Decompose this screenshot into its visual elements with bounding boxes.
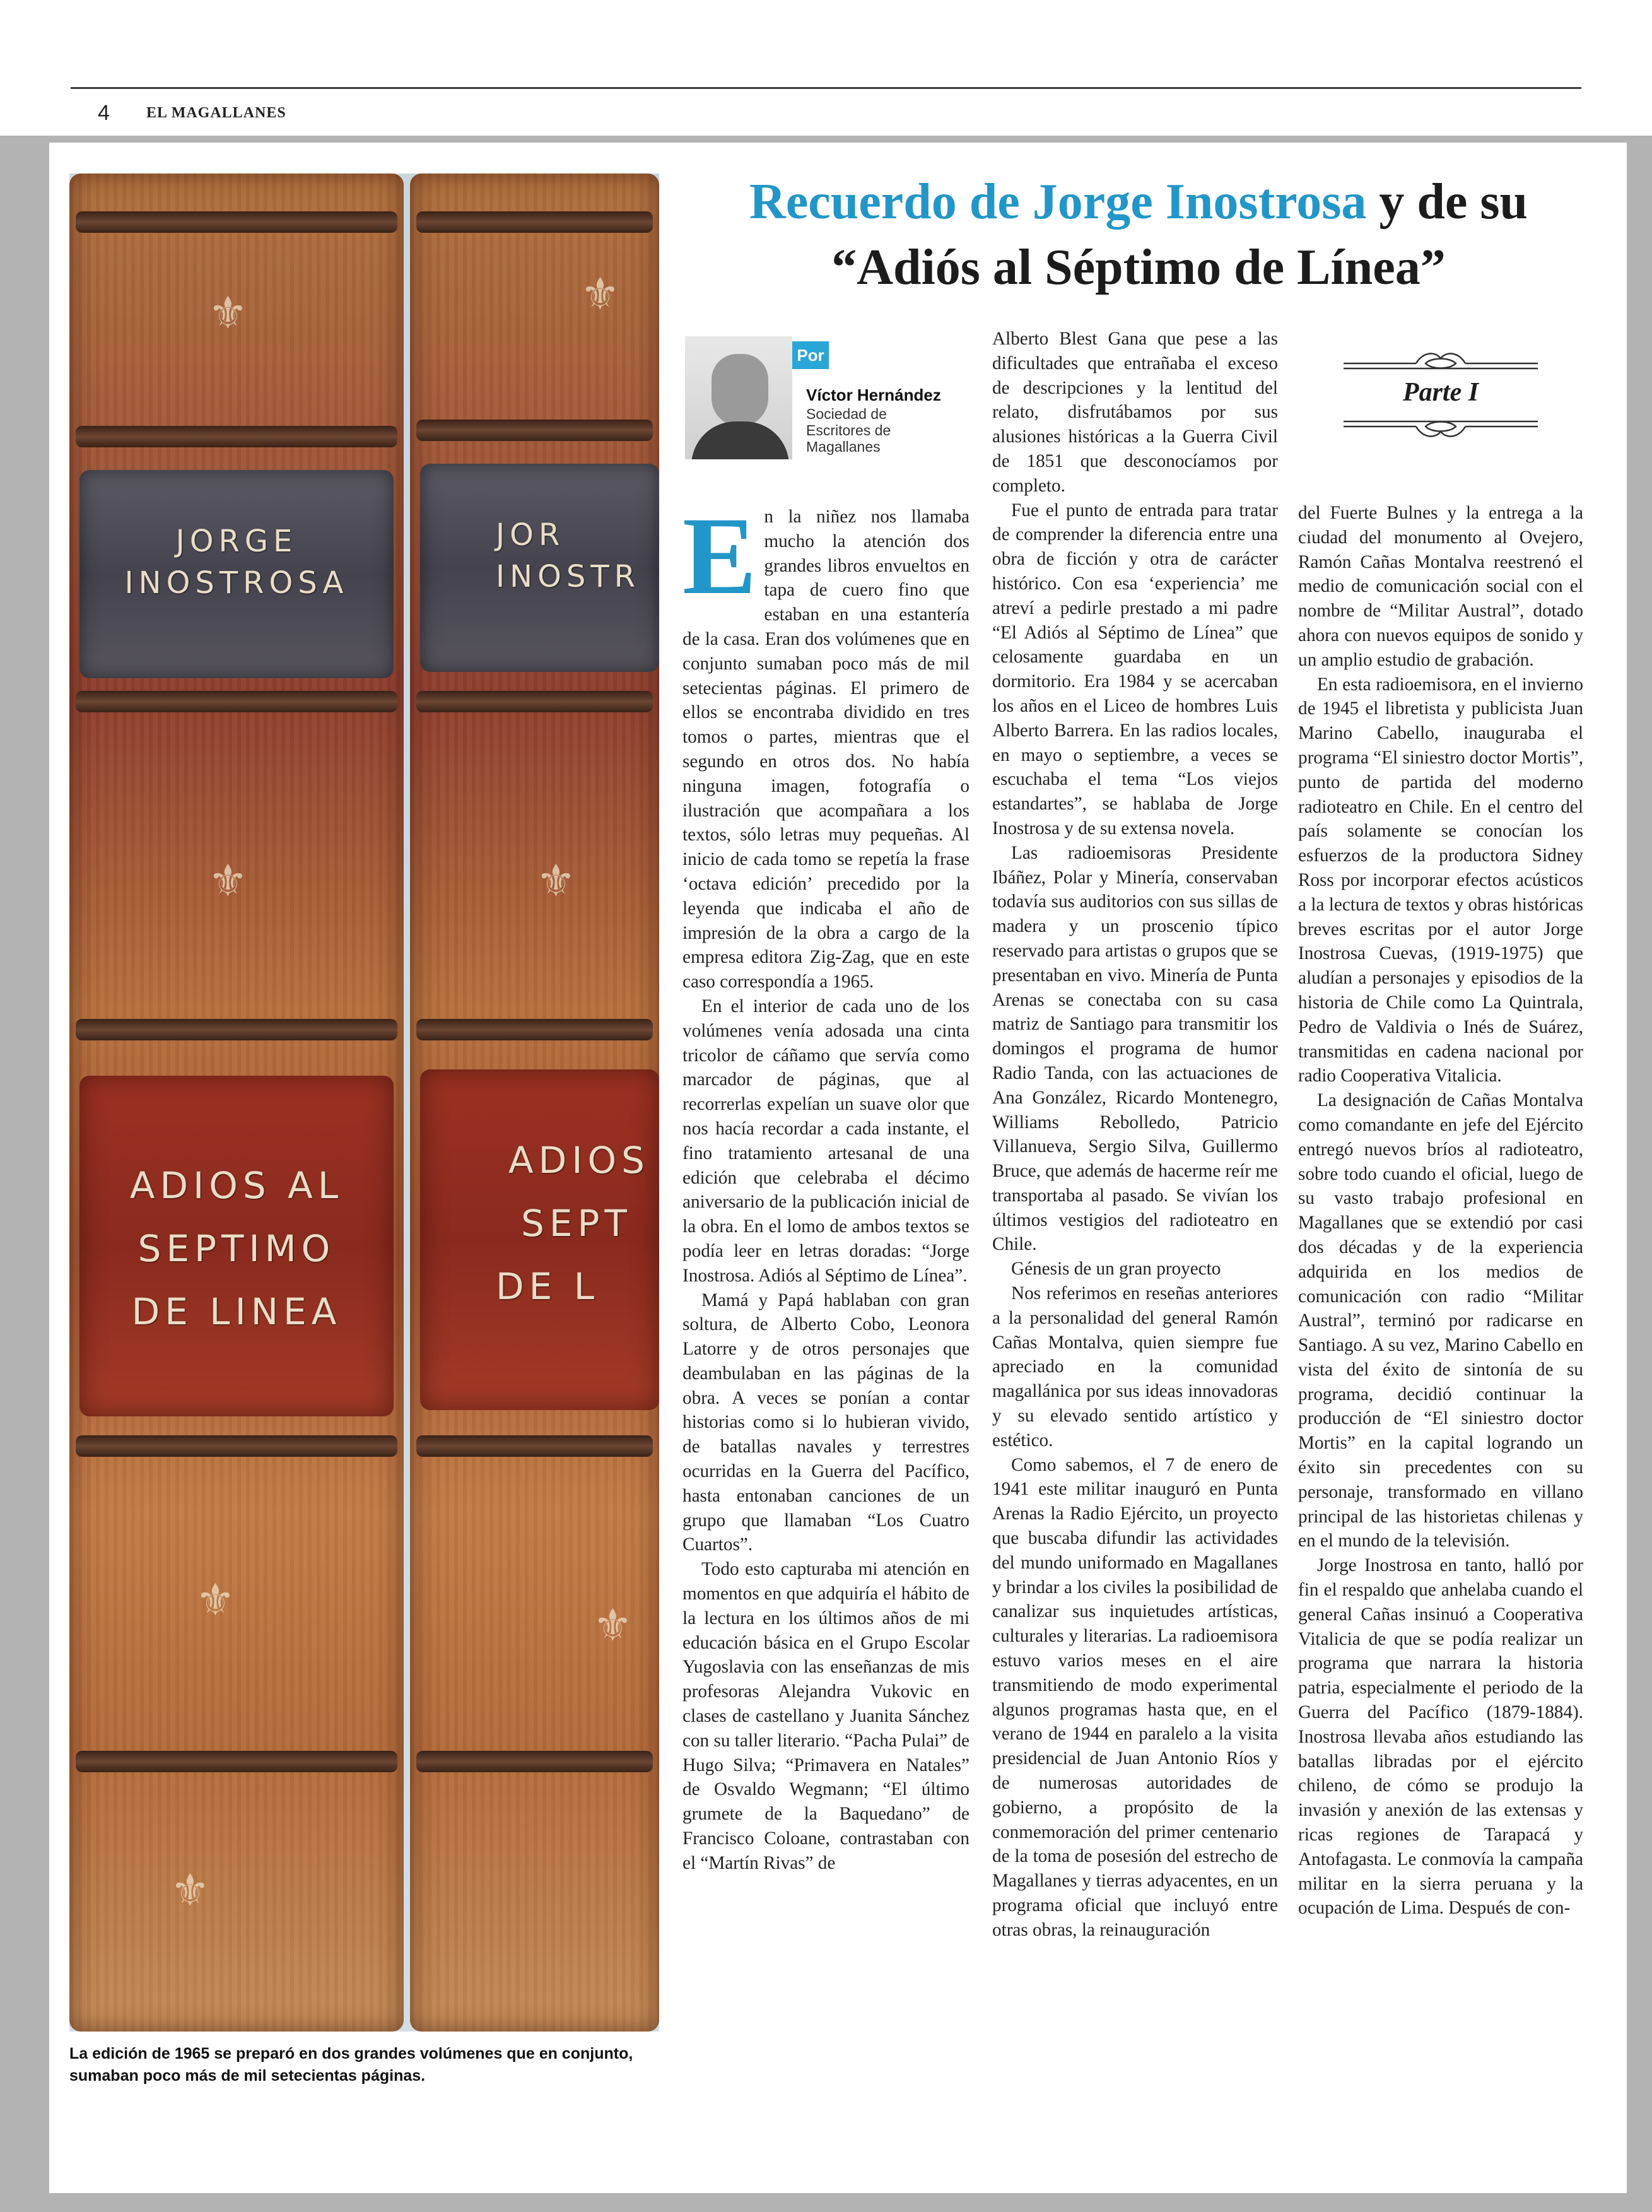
author-head: [712, 354, 768, 427]
paragraph: Alberto Blest Gana que pese a las dificultades que entrañaba el exceso de descripciones y la lentitud del relato, disfrutábamos por sus alusiones históricas a la Guerra Civil de 1851 que desconocíamos por completo.: [992, 329, 1278, 496]
right-margin: [1627, 136, 1652, 2212]
por-badge: Por: [792, 341, 829, 369]
series-ornament: [1331, 333, 1550, 459]
paragraph: del Fuerte Bulnes y la entrega a la ciudad del monumento al Ovejero, Ramón Cañas Montalva reestrenó el medio de comunicación social con el nombre de “Militar Austral”, dotado ahora con nuevos equipos de sonido y un amplio estudio de grabación.: [1298, 503, 1583, 670]
headline: [675, 169, 1602, 300]
spine-band: [416, 211, 653, 233]
paragraph: Jorge Inostrosa en tanto, halló por fin el respaldo que anhelaba cuando el general Cañas insinuó a Cooperativa Vitalicia de que se podía realizar un programa que narrara la historia patria, especialmente el periodo de la Guerra del Pacífico (1879-1884). Inostrosa llevaba años estudiando las batallas libradas por el ejército chileno, de cómo se produjo la invasión y anexión de las extensas y ricas regiones de Tarapacá y Antofagasta. Le conmovía la campaña militar en la sierra peruana y la ocupación de Lima. Después de con-: [1298, 1555, 1583, 1919]
article-column-1: [682, 495, 970, 1876]
drop-cap: E: [682, 495, 757, 618]
header-rule: [71, 87, 1581, 89]
paragraph: Las radioemisoras Presidente Ibáñez, Polar y Minería, conservaban todavía sus auditorios con sus sillas de madera y un proscenio típico reservado para artistas o grupos que se presentaban en vivo. Minería de Punta Arenas se conectaba con su casa matriz de Santiago para transmitir los domingos el programa de humor Radio Tanda, con las actuaciones de Ana González, Ricardo Montenegro, Williams Rebolledo, Patricio Villanueva, Sergio Silva, Guillermo Bruce, que además de hacerme reír me transportaba al pasado. Se vivían los últimos vestigios del radioteatro en Chile.: [992, 842, 1278, 1255]
spine-title-line: SEPTIMO: [138, 1227, 336, 1270]
author-body: [691, 421, 789, 459]
spine-author-label: [420, 464, 659, 672]
paragraph-text: n la niñez nos llamaba mucho la atención dos grandes libros envueltos en tapa de cuero fino que estaban en una estantería de la casa. Eran dos volúmenes que en conjunto sumaban poco más de mil setecientas páginas. El primero de ellos se encontraba dividido en tres tomos o partes, mientras que el segundo en otros dos. No había ninguna imagen, fotografía o ilustración que acompañara a los textos, sólo letras muy pequeñas. Al inicio de cada tomo se repetía la frase ‘octava edición’ precedido por la leyenda que indicaba el año de impresión de la obra a cargo de la empresa editora Zig-Zag, que en este caso correspondía a 1965.: [682, 507, 970, 992]
article-column-2: [992, 327, 1278, 1943]
series-label: Parte I: [1402, 378, 1479, 407]
author-name: Víctor Hernández: [806, 385, 941, 404]
spine-band: [76, 426, 397, 447]
byline: [685, 336, 975, 459]
fleur-de-lis-icon: ⚜: [196, 1574, 235, 1626]
spine-band: [76, 211, 397, 233]
spine-title-line: SEPT: [521, 1202, 632, 1245]
headline-rest: y de su “Adiós al Séptimo de Línea”: [831, 174, 1528, 295]
author-photo: [685, 336, 792, 459]
fleur-de-lis-icon: ⚜: [593, 1599, 633, 1651]
spine-band: [416, 420, 653, 441]
headline-highlight: Recuerdo de Jorge Inostrosa: [749, 174, 1367, 230]
spine-band: [416, 691, 653, 712]
spine-band: [416, 1019, 653, 1040]
spine-title-line: DE LINEA: [131, 1290, 342, 1333]
spine-title-line: ADIOS AL: [129, 1164, 344, 1207]
paragraph: Mamá y Papá hablaban con gran soltura, de Alberto Cobo, Leonora Latorre y de otros personajes que deambulaban en las páginas de la obra. A veces se ponían a contar historias como si lo hubieran vivido, de batallas navales y terrestres ocurridas en la Guerra del Pacífico, hasta entonaban canciones de un grupo que llamaban “Los Cuatro Cuartos”.: [682, 1290, 970, 1555]
newspaper-name: EL MAGALLANES: [146, 105, 286, 121]
author-affiliation: Sociedad de Escritores de Magallanes: [806, 406, 891, 455]
spine-band: [416, 1435, 653, 1457]
article-column-3: [1298, 501, 1583, 1921]
photo-caption: La edición de 1965 se preparó en dos grandes volúmenes que en conjunto, sumaban poco más de mil setecientas páginas.: [69, 2045, 633, 2085]
spine-title-label: [79, 1076, 394, 1416]
fleur-de-lis-icon: ⚜: [536, 855, 576, 907]
paragraph: En el interior de cada uno de los volúmenes venía adosada una cinta tricolor de cáñamo que servía como marcador de páginas, que al recorrerlas expelían un suave olor que nos hacía recordar a cada instante, el fino tratamiento artesanal de una edición que celebraba el décimo aniversario de la publicación inicial de la obra. En el lomo de ambos textos se podía leer en letras doradas: “Jorge Inostrosa. Adiós al Séptimo de Línea”.: [682, 996, 970, 1286]
book-spine-right: [410, 174, 659, 2032]
paragraph: Nos referimos en reseñas anteriores a la personalidad del general Ramón Cañas Montalva, quien siempre fue apreciado en la comunidad magallánica por sus ideas innovadoras y su elevado sentido artístico y estético.: [992, 1283, 1278, 1450]
spine-title-line: DE L: [496, 1265, 600, 1308]
spine-author-label: [79, 470, 394, 678]
spine-author-text: JOR INOSTR: [496, 517, 640, 594]
fleur-de-lis-icon: ⚜: [580, 268, 620, 320]
book-spine-left: [69, 174, 404, 2032]
books-photo: [69, 174, 659, 2032]
paragraph: Todo esto capturaba mi atención en momentos en que adquiría el hábito de la lectura en los últimos años de mi educación básica en el Grupo Escolar Yugoslavia con las enseñanzas de mis profesoras Alejandra Vukovic en clases de castellano y Juanita Sánchez con su taller literario. “Pacha Pulai” de Hugo Silva; “Primavera en Natales” de Osvaldo Wegmann; “El último grumete de la Baquedano” de Francisco Coloane, contrastaban con el “Martín Rivas” de: [682, 1559, 970, 1873]
spine-band: [76, 691, 397, 712]
fleur-de-lis-icon: ⚜: [170, 1864, 210, 1916]
fleur-de-lis-icon: ⚜: [208, 287, 248, 339]
spine-band: [416, 1751, 653, 1772]
spine-band: [76, 1751, 397, 1772]
spine-band: [76, 1019, 397, 1040]
spine-band: [76, 1435, 397, 1457]
spine-title-line: ADIOS: [508, 1139, 650, 1182]
page-number: 4: [98, 101, 110, 125]
paragraph: En esta radioemisora, en el invierno de 1945 el libretista y publicista Juan Marino Cabello, inauguraba el programa “El siniestro doctor Mortis”, punto de partida del moderno radioteatro en Chile. En el centro del país solamente se conocían los esfuerzos de la productora Sidney Ross por incorporar efectos acústicos a la lectura de textos y obras históricas breves escritas por el autor Jorge Inostrosa Cuevas, (1919-1975) que aludían a personajes y episodios de la historia de Chile como La Quintrala, Pedro de Valdivia o Inés de Suárez, transmitidas en cadena nacional por radio Cooperativa Vitalicia.: [1298, 674, 1583, 1086]
paragraph: [682, 495, 970, 994]
left-margin: [0, 136, 49, 2212]
paragraph: Como sabemos, el 7 de enero de 1941 este militar inauguró en Punta Arenas la Radio Ejército, un proyecto que buscaba difundir las actividades del mundo uniformado en Magallanes y brindar a los civiles la posibilidad de canalizar sus inquietudes artísticas, culturales y literarias. La radioemisora estuvo varios meses en el aire transmitiendo de modo experimental algunos programas hasta que, en el verano de 1944 en paralelo a la visita presidencial de Juan Antonio Ríos y de numerosas autoridades de gobierno, a propósito de la conmemoración del primer centenario de la toma de posesión del estrecho de Magallanes y tierras adyacentes, en un programa oficial que incluyó entre otras obras, la reinauguración: [992, 1454, 1278, 1940]
subheading: Génesis de un gran proyecto: [1011, 1259, 1221, 1280]
spine-title-label: [420, 1069, 659, 1410]
spine-author-text: JORGE INOSTROSA: [124, 524, 349, 601]
paragraph: Fue el punto de entrada para tratar de comprender la diferencia entre una obra de ficción y otra de carácter histórico. Con esa ‘experiencia’ me atreví a pedirle prestado a mi padre “El Adiós al Séptimo de Línea” que celosamente guardaba en un dormitorio. Era 1984 y se acercaban los años en el Liceo de hombres Luis Alberto Barrera. En las radios locales, en mayo o septiembre, a veces se escuchaba el tema “Los viejos estandartes”, se hablaba de Jorge Inostrosa y de su extensa novela.: [992, 500, 1278, 838]
fleur-de-lis-icon: ⚜: [208, 855, 248, 907]
paragraph: La designación de Cañas Montalva como comandante en jefe del Ejército entregó nuevos bríos al radioteatro, sobre todo cuando el oficial, luego de su vasto trabajo profesional en Magallanes que se extendió por casi dos décadas y de la experiencia adquirida en los medios de comunicación con radio “Militar Austral”, terminó por radicarse en Santiago. A su vez, Marino Cabello en vista del éxito de sintonía de su programa, decidió continuar la producción de “El siniestro doctor Mortis” en la capital logrando un éxito sin precedentes con su personaje, transformado en villano principal de las historietas chilenas y en el mundo de la televisión.: [1298, 1090, 1583, 1551]
